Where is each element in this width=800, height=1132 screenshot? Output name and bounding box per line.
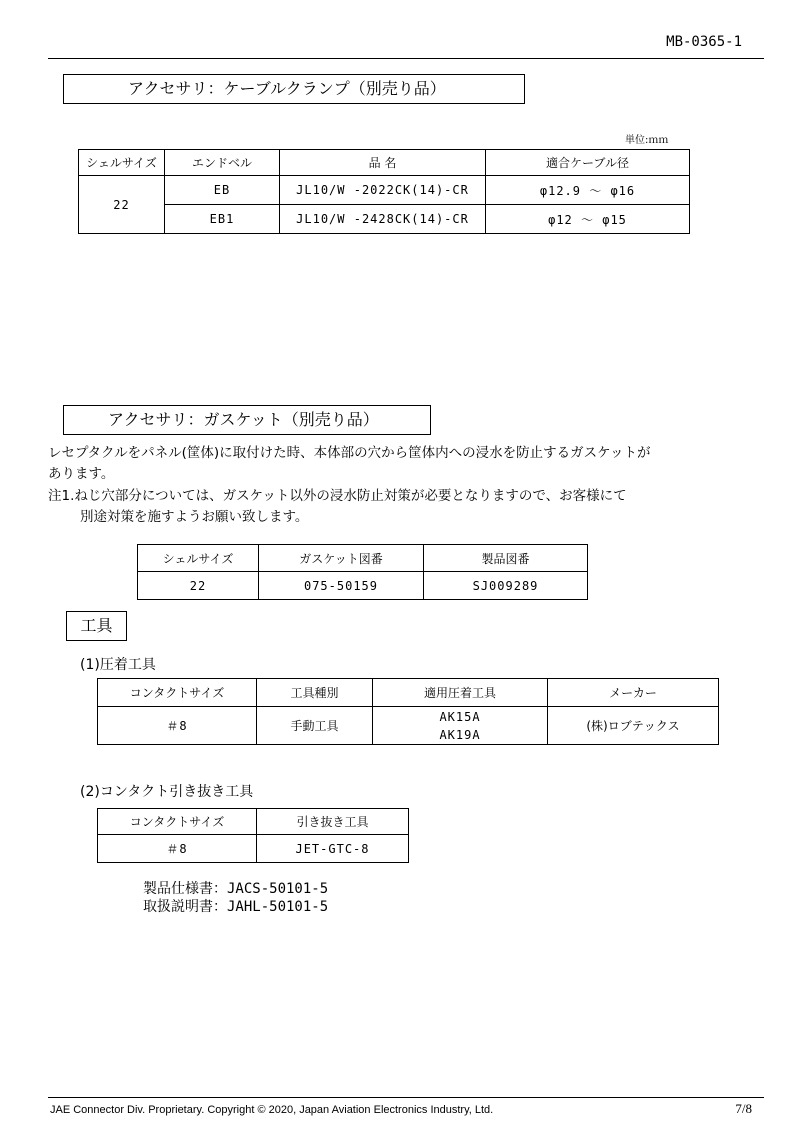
header-tool-type: 工具種別 [257,679,373,707]
shell-size-cell: 22 [138,572,259,600]
applicable-tool-2: AK19A [439,727,481,742]
header-maker: メーカー [548,679,719,707]
extraction-tool-table [97,808,409,863]
gasket-description-line2: あります。 [48,466,115,482]
gasket-note-line2: 別途対策を施すようお願い致します。 [80,509,309,525]
instruction-manual-ref: 取扱説明書：JAHL-50101-5 [143,899,329,915]
gasket-table [137,544,588,600]
part-cell: JL10/W -2428CK(14)-CR [280,205,486,234]
maker-cell: (株)ロブテックス [548,707,719,745]
header-cable-diameter: 適合ケーブル径 [486,150,690,176]
footer-copyright: JAE Connector Div. Proprietary. Copyright © 2020, Japan Aviation Electronics Industry, Ltd. [50,1104,494,1116]
endbell-cell: EB1 [165,205,280,234]
gasket-description-line1: レセプタクルをパネル(筐体)に取付けた時、本体部の穴から筐体内への浸水を防止するガスケットが [48,445,651,461]
applicable-tool-cell [373,707,548,745]
header-contact-size: コンタクトサイズ [98,809,257,835]
shell-size-cell: 22 [79,176,165,234]
footer-rule [48,1097,764,1098]
cable-cell: φ12.9 ～ φ16 [486,176,690,205]
unit-label: 単位:ｍｍ [625,135,669,146]
header-product-drawing: 製品図番 [424,545,588,572]
gasket-title: アクセサリ：ガスケット（別売り品） [63,405,431,435]
header-contact-size: コンタクトサイズ [98,679,257,707]
header-shell-size: シェルサイズ [138,545,259,572]
page-number: 7/8 [735,1101,752,1116]
gasket-note-line1: 注1.ねじ穴部分については、ガスケット以外の浸水防止対策が必要となりますので、お客様にて [48,488,627,504]
cable-cell: φ12 ～ φ15 [486,205,690,234]
table-row [79,176,690,205]
header-shell-size: シェルサイズ [79,150,165,176]
cable-clamp-title: アクセサリ：ケーブルクランプ（別売り品） [63,74,525,104]
table-row [138,572,588,600]
tools-title: 工具 [66,611,127,641]
part-cell: JL10/W -2022CK(14)-CR [280,176,486,205]
crimp-tool-heading: (1)圧着工具 [80,657,156,673]
header-rule [48,58,764,59]
cable-clamp-table [78,149,690,234]
table-row [98,707,719,745]
product-drawing-cell: SJ009289 [424,572,588,600]
crimp-tool-table [97,678,719,745]
document-number: MB-0365-1 [666,34,742,50]
contact-size-cell: ＃8 [98,835,257,863]
applicable-tool-1: AK15A [439,709,481,724]
contact-size-cell: ＃8 [98,707,257,745]
extraction-tool-cell: JET-GTC-8 [257,835,409,863]
table-row [79,205,690,234]
tool-type-cell: 手動工具 [257,707,373,745]
header-applicable-tool: 適用圧着工具 [373,679,548,707]
table-row [98,835,409,863]
product-spec-ref: 製品仕様書：JACS-50101-5 [143,881,329,897]
header-gasket-drawing: ガスケット図番 [259,545,424,572]
endbell-cell: EB [165,176,280,205]
gasket-drawing-cell: 075-50159 [259,572,424,600]
extraction-tool-heading: (2)コンタクト引き抜き工具 [80,784,254,800]
header-extraction-tool: 引き抜き工具 [257,809,409,835]
header-part-name: 品 名 [280,150,486,176]
header-endbell: エンドベル [165,150,280,176]
